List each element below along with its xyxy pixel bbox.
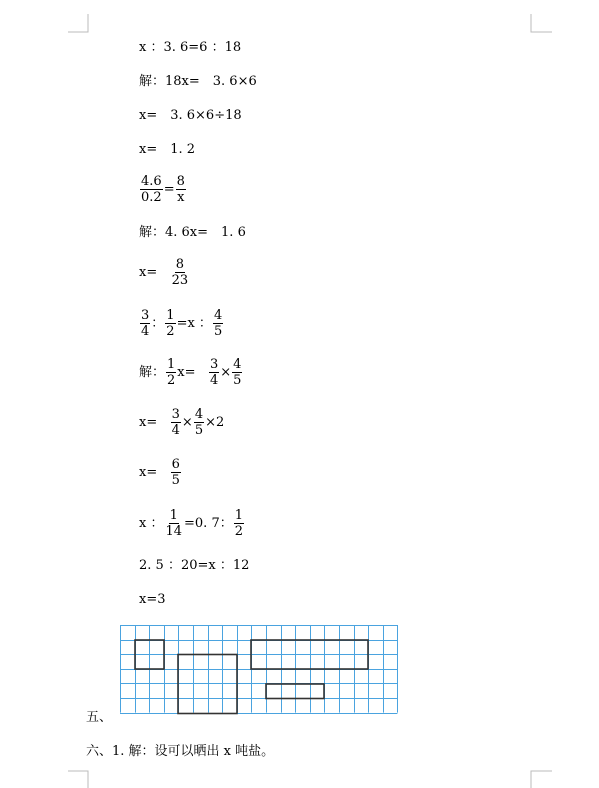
equation-line: x= $\frac{8}{23}$ bbox=[139, 257, 189, 288]
fraction: $\frac{4}{5}$ bbox=[233, 357, 242, 388]
section-six-text: 六、1. 解：设可以晒出 x 吨盐。 bbox=[86, 744, 275, 759]
equation-line: x ： $\frac{1}{14}$ =0. 7： $\frac{1}{2}$ bbox=[139, 508, 243, 539]
equation-line: 2. 5 ：20=x ：12 bbox=[139, 558, 250, 573]
fraction: $\frac{8}{23}$ bbox=[171, 257, 189, 288]
equation-line: x= 1. 2 bbox=[139, 142, 196, 157]
equation-line: x ：3. 6=6 ：18 bbox=[139, 40, 242, 55]
fraction: $\frac{4.6}{0.2}$ bbox=[141, 174, 162, 205]
fraction: $\frac{3}{4}$ bbox=[209, 357, 219, 388]
page-corner-bottom-right bbox=[530, 770, 552, 788]
equation-line: x= $\frac{6}{5}$ bbox=[139, 457, 180, 488]
fraction: $\frac{4}{5}$ bbox=[194, 407, 204, 438]
equation-line: x=3 bbox=[139, 592, 166, 607]
grid-svg bbox=[120, 625, 398, 715]
grid-figure bbox=[120, 625, 398, 719]
equation-line: x= $\frac{3}{4}$ × $\frac{4}{5}$ ×2 bbox=[139, 407, 225, 438]
equation-line: x= 3. 6×6÷18 bbox=[139, 108, 242, 123]
equation-line: $\frac{3}{4}$ ： $\frac{1}{2}$ =x ： $\frac{4}{5}$ bbox=[141, 308, 223, 339]
fraction: $\frac{3}{4}$ bbox=[141, 308, 150, 339]
equation-line: $\frac{4.6}{0.2}$ = $\frac{8}{x}$ bbox=[141, 174, 185, 205]
equation-line: 解：4. 6x= 1. 6 bbox=[139, 225, 246, 240]
equation-line: 解： $\frac{1}{2}$ x= $\frac{3}{4}$ × $\frac{4}{5}$ bbox=[139, 357, 242, 388]
section-five-label: 五、 bbox=[86, 710, 113, 725]
fraction: $\frac{1}{2}$ bbox=[166, 308, 175, 339]
fraction: $\frac{3}{4}$ bbox=[171, 407, 180, 438]
fraction: $\frac{1}{2}$ bbox=[234, 508, 243, 539]
fraction: $\frac{4}{5}$ bbox=[213, 308, 223, 339]
equation-line: 解：18x= 3. 6×6 bbox=[139, 74, 257, 89]
fraction: $\frac{1}{14}$ bbox=[165, 508, 183, 539]
fraction: $\frac{8}{x}$ bbox=[176, 174, 185, 205]
fraction: $\frac{6}{5}$ bbox=[171, 457, 180, 488]
page-corner-top-left bbox=[68, 14, 90, 34]
page-corner-top-right bbox=[530, 14, 552, 34]
fraction: $\frac{1}{2}$ bbox=[167, 357, 176, 388]
page-corner-bottom-left bbox=[68, 770, 90, 788]
